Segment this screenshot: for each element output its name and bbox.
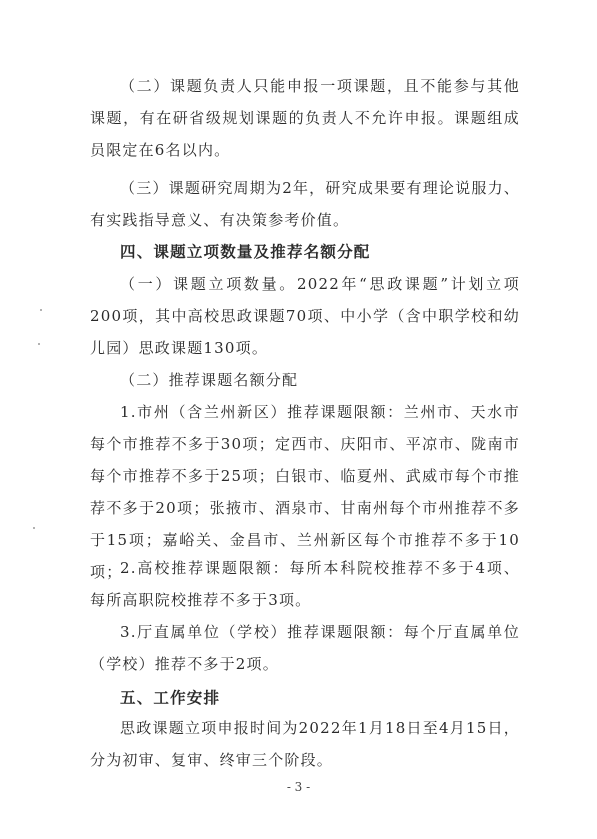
scan-speck: [38, 343, 40, 345]
paragraph-schedule: 思政课题立项申报时间为2022年1月18日至4月15日，分为初审、复审、终审三个阶段。: [90, 719, 520, 769]
heading-section-five: 五、工作安排: [120, 689, 221, 707]
paragraph-applicant-limit: （二）课题负责人只能申报一项课题，且不能参与其他课题，有在研省级规划课题的负责人不允许申报。课题组成员限定在6名以内。: [90, 77, 520, 159]
paragraph-university-quota: 2.高校推荐课题限额：每所本科院校推荐不多于4项、每所高职院校推荐不多于3项。: [90, 559, 520, 609]
paragraph-project-quantity: （一）课题立项数量。2022年“思政课题”计划立项200项，其中高校思政课题70项、中小学（含中职学校和幼儿园）思政课题130项。: [90, 275, 520, 357]
paragraph-research-period: （三）课题研究周期为2年，研究成果要有理论说服力、有实践指导意义、有决策参考价值。: [90, 179, 520, 229]
scan-speck: [40, 309, 42, 311]
heading-section-four: 四、课题立项数量及推荐名额分配: [120, 243, 371, 261]
page-number: - 3 -: [286, 780, 311, 794]
paragraph-department-quota: 3.厅直属单位（学校）推荐课题限额：每个厅直属单位（学校）推荐不多于2项。: [90, 623, 520, 673]
scan-speck: [33, 527, 35, 529]
paragraph-city-quota: 1.市州（含兰州新区）推荐课题限额：兰州市、天水市每个市推荐不多于30项；定西市、庆阳市、平凉市、陇南市每个市推荐不多于25项；白银市、临夏州、武威市每个市推荐不多于20项；张掖市、酒泉市、甘南州每个市州推荐不多于15项；嘉峪关、金昌市、兰州新区每个市推荐不多于10项；: [90, 403, 520, 581]
paragraph-quota-allocation: （二）推荐课题名额分配: [120, 371, 299, 389]
